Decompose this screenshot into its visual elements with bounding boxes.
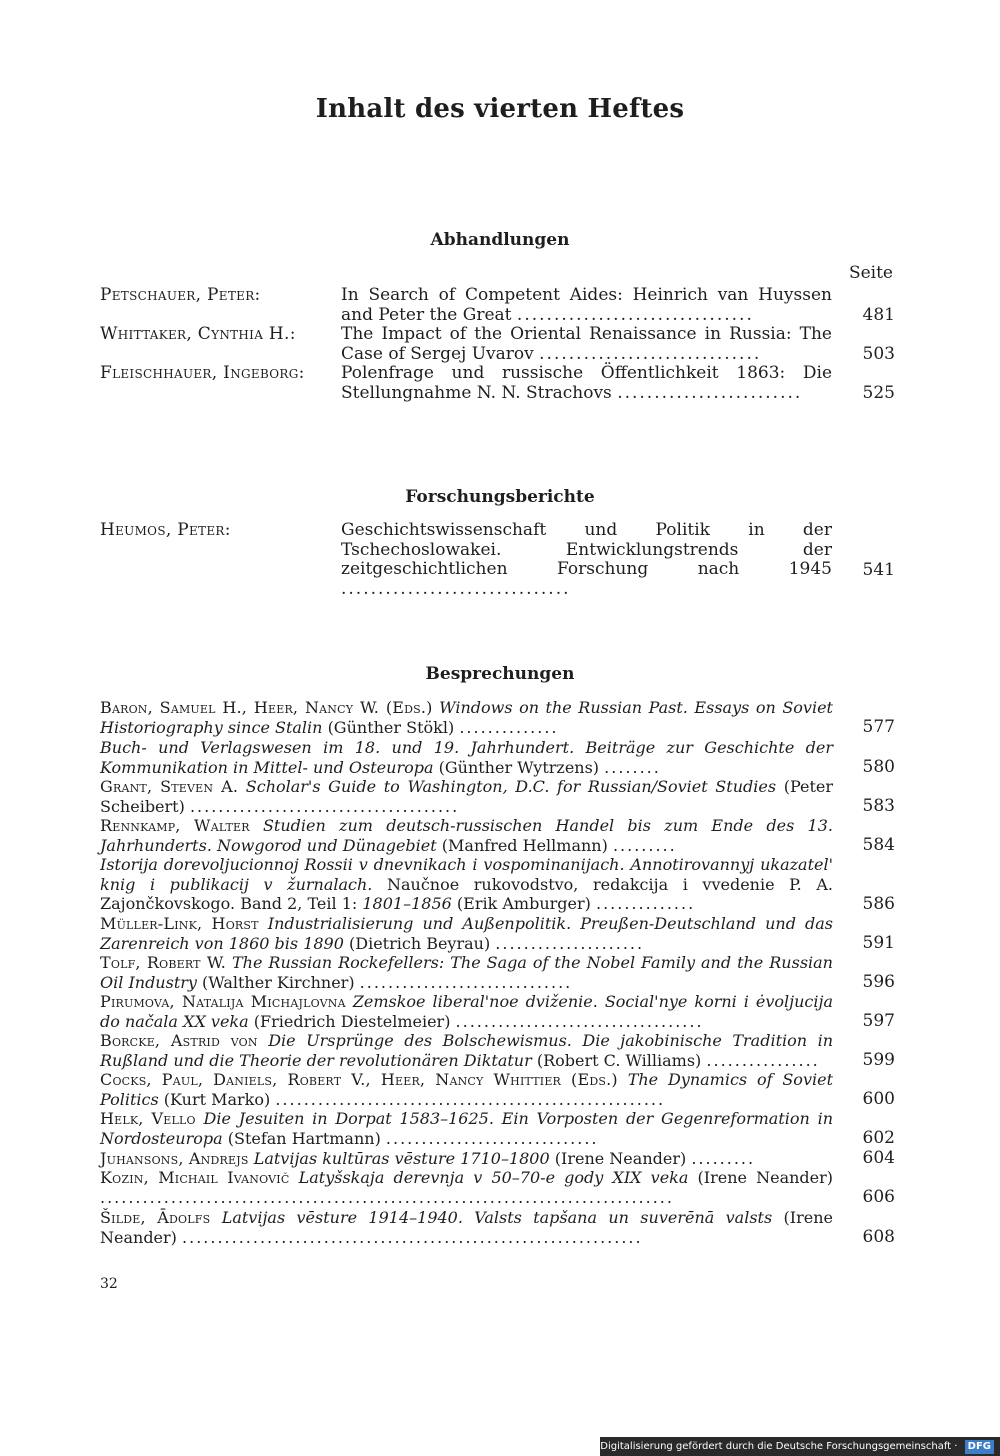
review-reviewer: (Erik Amburger) <box>456 894 591 914</box>
review-extra: Naučnoe rukovodstvo, redakcija i vvedenie P. A. Zajončkovskogo. Band 2, Teil 1: <box>100 874 833 914</box>
review-reviewer: (Walther Kirchner) <box>202 972 355 992</box>
review-author: Kozin, Michail Ivanovič <box>100 1168 290 1187</box>
entry-page: 525 <box>862 383 895 403</box>
review-page: 604 <box>862 1148 895 1168</box>
review-author: Baron, Samuel H., Heer, Nancy W. (Eds.) <box>100 698 433 717</box>
review-title: Windows on the Russian Past. Essays on Soviet Historiography since Stalin <box>100 698 833 737</box>
review-page: 608 <box>862 1227 895 1247</box>
dfg-logo: DFG <box>965 1440 994 1454</box>
review-page: 606 <box>862 1187 895 1207</box>
review-page: 583 <box>862 796 895 816</box>
toc-entry <box>100 364 895 404</box>
review-entry: Kozin, Michail Ivanovič Latyšskaja derevnja v 50–70-e gody XIX veka (Irene Neander) ................................................................................. 606 <box>100 1168 895 1207</box>
review-title: Latyšskaja derevnja v 50–70-e gody XIX veka <box>298 1168 689 1187</box>
section-heading-forschungsberichte: Forschungsberichte <box>405 487 595 507</box>
review-reviewer: (Robert C. Williams) <box>536 1050 702 1070</box>
review-reviewer: (Irene Neander) <box>100 1208 833 1247</box>
review-page: 602 <box>862 1128 895 1148</box>
entry-title: In Search of Competent Aides: Heinrich van Huyssen and Peter the Great ................................ <box>341 285 832 325</box>
entry-author: Fleischhauer, Ingeborg: <box>100 363 305 383</box>
review-title: Latvijas kultūras vēsture 1710–1800 <box>253 1149 550 1168</box>
review-reviewer: (Günther Stökl) <box>327 717 455 737</box>
review-entry: Šilde, Ādolfs Latvijas vēsture 1914–1940. Valsts tapšana un suverēnā valsts (Irene Neander) ................................................................. 608 <box>100 1208 895 1247</box>
review-entry: Istorija dorevoljucionnoj Rossii v dnevnikach i vospominanijach. Annotirovannyj ukazatel' knig i publikacij v žurnalach. Naučnoe rukovodstvo, redakcija i vvedenie P. A. Zajončkovskogo. Band 2, Teil 1: 1801–1856 (Erik Amburger) .............. 586 <box>100 855 895 914</box>
review-reviewer: (Friedrich Diestelmeier) <box>253 1011 451 1031</box>
review-page: 586 <box>862 894 895 914</box>
entry-author: Heumos, Peter: <box>100 520 231 540</box>
review-entry: Cocks, Paul, Daniels, Robert V., Heer, Nancy Whittier (Eds.) The Dynamics of Soviet Politics (Kurt Marko) ....................................................... 600 <box>100 1070 895 1109</box>
review-title: Buch- und Verlagswesen im 18. und 19. Jahrhundert. Beiträge zur Geschichte der Kommunikation in Mittel- und Osteuropa <box>100 738 833 777</box>
entry-title: The Impact of the Oriental Renaissance in Russia: The Case of Sergej Uvarov .............................. <box>341 324 832 364</box>
review-reviewer: (Peter Scheibert) <box>100 777 834 816</box>
review-page: 584 <box>862 835 895 855</box>
review-title: The Russian Rockefellers: The Saga of the Nobel Family and the Russian Oil Industry <box>100 953 833 992</box>
review-author: Šilde, Ādolfs <box>100 1208 211 1227</box>
review-author: Tolf, Robert W. <box>100 953 226 972</box>
seite-label: Seite <box>848 263 893 283</box>
page-title: Inhalt des vierten Heftes <box>315 94 685 124</box>
review-reviewer: (Kurt Marko) <box>163 1089 271 1109</box>
review-title: Latvijas vēsture 1914–1940. Valsts tapšana un suverēnā valsts <box>221 1208 773 1227</box>
review-page: 591 <box>862 933 895 953</box>
review-entry: Pirumova, Natalija Michajlovna Zemskoe liberal'noe dviženie. Social'nye korni i ėvoljucija do načala XX veka (Friedrich Diestelmeier) ................................... 597 <box>100 992 895 1031</box>
review-title: Die Jesuiten in Dorpat 1583–1625. Ein Vorposten der Gegenreformation in Nordosteuropa <box>100 1109 834 1148</box>
review-title: The Dynamics of Soviet Politics <box>100 1070 833 1109</box>
review-author: Cocks, Paul, Daniels, Robert V., Heer, Nancy Whittier (Eds.) <box>100 1070 618 1089</box>
review-reviewer: (Irene Neander) <box>554 1149 687 1168</box>
digitization-footer: Digitalisierung gefördert durch die Deutsche Forschungsgemeinschaft · DFG <box>600 1437 1000 1456</box>
entry-title: Geschichtswissenschaft und Politik in der Tschechoslowakei. Entwicklungstrends der zeitgeschichtlichen Forschung nach 1945 ............................... <box>341 520 832 600</box>
entry-page: 503 <box>862 344 895 364</box>
review-author: Müller-Link, Horst <box>100 914 259 933</box>
entry-title: Polenfrage und russische Öffentlichkeit 1863: Die Stellungnahme N. N. Strachovs ......................... <box>341 363 832 403</box>
entry-page: 481 <box>862 305 895 325</box>
review-author: Pirumova, Natalija Michajlovna <box>100 992 346 1011</box>
review-page: 600 <box>862 1089 895 1109</box>
footer-text: Digitalisierung gefördert durch die Deutsche Forschungsgemeinschaft <box>600 1441 952 1452</box>
review-entry: Borcke, Astrid von Die Ursprünge des Bolschewismus. Die jakobinische Tradition in Rußland und die Theorie der revolutionären Diktatur (Robert C. Williams) ................ 599 <box>100 1031 895 1070</box>
review-extra-title: 1801–1856 <box>362 894 452 914</box>
review-reviewer: (Dietrich Beyrau) <box>349 933 491 953</box>
review-page: 599 <box>862 1050 895 1070</box>
review-entry: Müller-Link, Horst Industrialisierung und Außenpolitik. Preußen-Deutschland und das Zarenreich von 1860 bis 1890 (Dietrich Beyrau) ..................... 591 <box>100 914 895 953</box>
review-page: 577 <box>862 717 895 737</box>
review-reviewer: (Stefan Hartmann) <box>227 1128 381 1148</box>
section-heading-besprechungen: Besprechungen <box>425 664 575 684</box>
review-entry: Juhansons, Andrejs Latvijas kultūras vēsture 1710–1800 (Irene Neander) ......... 604 <box>100 1148 895 1168</box>
review-entry: Baron, Samuel H., Heer, Nancy W. (Eds.) Windows on the Russian Past. Essays on Soviet Historiography since Stalin (Günther Stökl) .............. 577 <box>100 698 895 737</box>
toc-entry <box>100 286 895 326</box>
review-page: 597 <box>862 1011 895 1031</box>
review-entry: Helk, Vello Die Jesuiten in Dorpat 1583–1625. Ein Vorposten der Gegenreformation in Nordosteuropa (Stefan Hartmann) .............................. 602 <box>100 1109 895 1148</box>
review-author: Rennkamp, Walter <box>100 816 250 835</box>
review-title: Studien zum deutsch-russischen Handel bis zum Ende des 13. Jahrhunderts. Nowgorod und Dünagebiet <box>100 816 833 855</box>
review-entry: Rennkamp, Walter Studien zum deutsch-russischen Handel bis zum Ende des 13. Jahrhunderts. Nowgorod und Dünagebiet (Manfred Hellmann) ......... 584 <box>100 816 895 855</box>
review-reviewer: (Irene Neander) <box>697 1168 834 1187</box>
review-entry: Buch- und Verlagswesen im 18. und 19. Jahrhundert. Beiträge zur Geschichte der Kommunikation in Mittel- und Osteuropa (Günther Wytrzens) ........ 580 <box>100 738 895 777</box>
review-author: Borcke, Astrid von <box>100 1031 258 1050</box>
entry-author: Petschauer, Peter: <box>100 285 261 305</box>
review-reviewer: (Manfred Hellmann) <box>441 835 608 855</box>
review-author: Juhansons, Andrejs <box>100 1149 249 1168</box>
review-entry: Tolf, Robert W. The Russian Rockefellers: The Saga of the Nobel Family and the Russian Oil Industry (Walther Kirchner) .............................. 596 <box>100 953 895 992</box>
review-title: Istorija dorevoljucionnoj Rossii v dnevnikach i vospominanijach. Annotirovannyj ukazatel' knig i publikacij v žurnalach. <box>100 855 833 894</box>
review-page: 580 <box>862 757 895 777</box>
toc-entry <box>100 325 895 365</box>
review-page: 596 <box>862 972 895 992</box>
review-title: Die Ursprünge des Bolschewismus. Die jakobinische Tradition in Rußland und die Theorie der revolutionären Diktatur <box>100 1031 833 1070</box>
review-author: Grant, Steven A. <box>100 777 239 796</box>
review-reviewer: (Günther Wytrzens) <box>438 757 600 777</box>
review-title: Scholar's Guide to Washington, D.C. for Russian/Soviet Studies <box>245 777 777 796</box>
page-folio: 32 <box>100 1276 118 1292</box>
review-entry: Grant, Steven A. Scholar's Guide to Washington, D.C. for Russian/Soviet Studies (Peter Scheibert) ...................................... 583 <box>100 777 895 816</box>
review-title: Zemskoe liberal'noe dviženie. Social'nye korni i ėvoljucija do načala XX veka <box>100 992 833 1031</box>
entry-author: Whittaker, Cynthia H.: <box>100 324 296 344</box>
review-title: Industrialisierung und Außenpolitik. Preußen-Deutschland und das Zarenreich von 1860 bis 1890 <box>100 914 833 953</box>
review-author: Helk, Vello <box>100 1109 196 1128</box>
toc-entry <box>100 520 895 600</box>
entry-page: 541 <box>862 560 895 580</box>
section-heading-abhandlungen: Abhandlungen <box>430 230 570 250</box>
